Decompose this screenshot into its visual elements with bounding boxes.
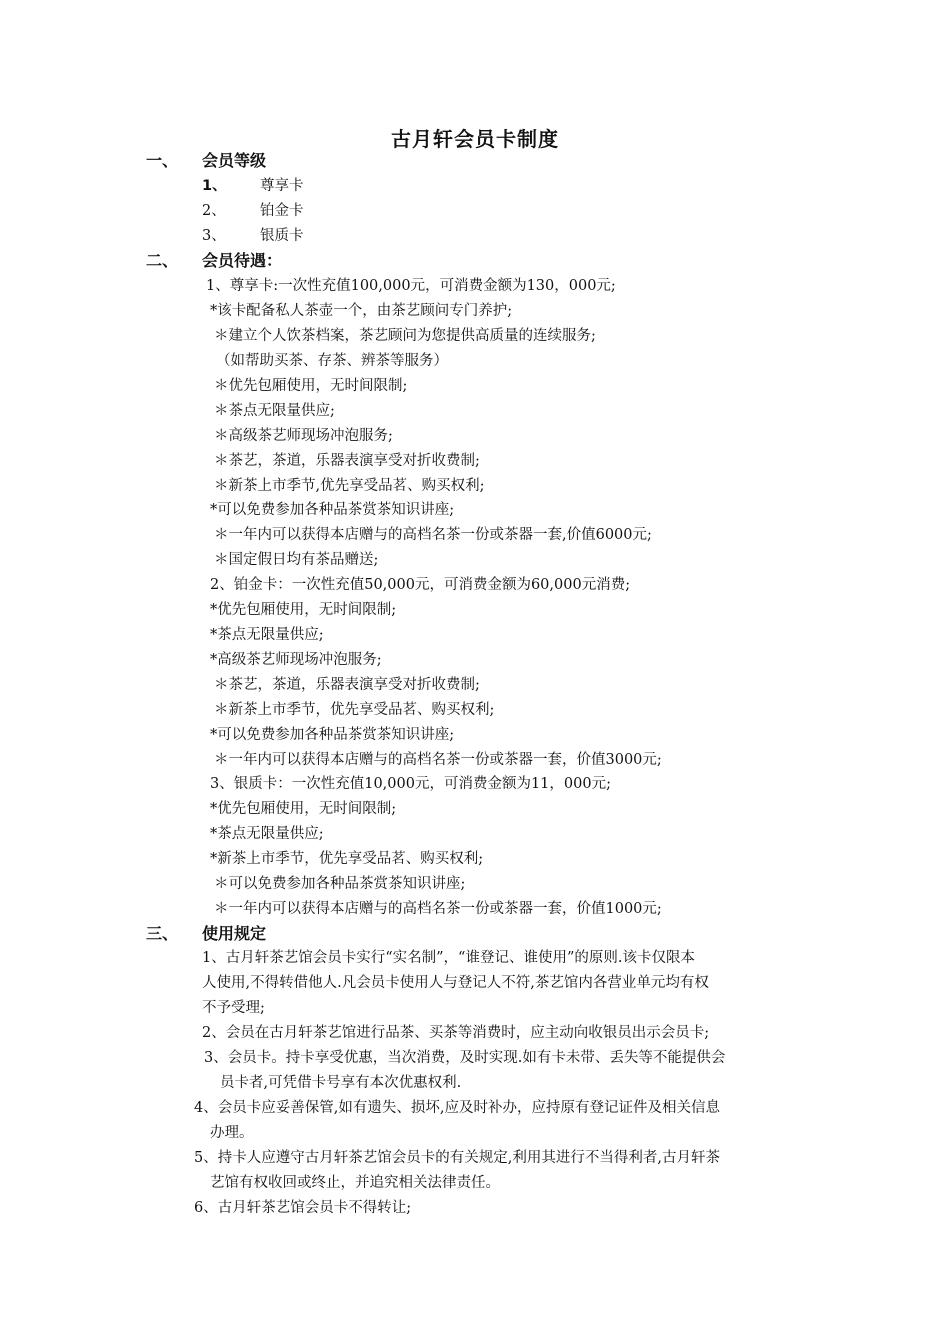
benefit-line: （如帮助买茶、存茶、辨茶等服务） <box>216 353 448 369</box>
benefit-line: ＊茶艺，茶道，乐器表演享受对折收费制; <box>214 453 480 469</box>
section-2-number: 二、 <box>146 251 179 270</box>
benefit-line: ＊建立个人饮茶档案，茶艺顾问为您提供高质量的连续服务; <box>214 328 596 344</box>
benefit-line: *可以免费参加各种品茶赏茶知识讲座; <box>210 502 455 518</box>
rule-line: 3、会员卡。持卡享受优惠，当次消费，及时实现.如有卡未带、丢失等不能提供会 <box>204 1050 726 1066</box>
benefit-line: ＊可以免费参加各种品茶赏茶知识讲座; <box>214 876 466 892</box>
benefit-line: ＊新茶上市季节，优先享受品茗、购买权利; <box>214 702 495 718</box>
level-name: 银质卡 <box>260 228 304 244</box>
section-3-number: 三、 <box>146 924 179 943</box>
benefit-line: *优先包厢使用，无时间限制; <box>210 602 397 618</box>
benefit-line: ＊高级茶艺师现场冲泡服务; <box>214 428 393 444</box>
rule-line: 人使用,不得转借他人.凡会员卡使用人与登记人不符,茶艺馆内各营业单元均有权 <box>202 975 709 991</box>
level-number: 2、 <box>202 203 226 219</box>
benefit-line: ＊优先包厢使用，无时间限制; <box>214 378 408 394</box>
section-1-number: 一、 <box>146 151 179 170</box>
rule-line: 不予受理; <box>202 1000 265 1016</box>
level-name: 尊享卡 <box>260 178 304 194</box>
benefit-line: ＊茶艺，茶道，乐器表演享受对折收费制; <box>214 677 480 693</box>
section-3-title: 使用规定 <box>202 924 267 943</box>
benefit-line: ＊一年内可以获得本店赠与的高档名茶一份或茶器一套,价值6000元; <box>214 527 652 543</box>
benefit-line: ＊一年内可以获得本店赠与的高档名茶一份或茶器一套，价值3000元; <box>214 752 662 768</box>
benefit-line: ＊茶点无限量供应; <box>214 403 335 419</box>
benefit-line: ＊国定假日均有茶品赠送; <box>214 552 379 568</box>
level-name: 铂金卡 <box>260 203 304 219</box>
benefit-line: *茶点无限量供应; <box>210 826 324 842</box>
level-number: 3、 <box>202 228 226 244</box>
level-number: 1、 <box>202 178 227 194</box>
rule-line: 6、古月轩茶艺馆会员卡不得转让; <box>194 1200 412 1216</box>
benefit-line: *新茶上市季节，优先享受品茗、购买权利; <box>210 851 484 867</box>
benefit-line: *可以免费参加各种品茶赏茶知识讲座; <box>210 727 455 743</box>
benefit-line: 3、银质卡：一次性充值10,000元，可消费金额为11，000元; <box>210 776 611 792</box>
section-1-title: 会员等级 <box>202 151 267 170</box>
benefit-line: *茶点无限量供应; <box>210 627 324 643</box>
benefit-line: *高级茶艺师现场冲泡服务; <box>210 652 382 668</box>
benefit-line: *该卡配备私人茶壶一个，由茶艺顾问专门养护; <box>210 303 513 319</box>
benefit-line: ＊新茶上市季节,优先享受品茗、购买权利; <box>214 478 485 494</box>
rule-line: 4、会员卡应妥善保管,如有遗失、损坏,应及时补办，应持原有登记证件及相关信息 <box>194 1100 720 1116</box>
benefit-line: 2、铂金卡：一次性充值50,000元，可消费金额为60,000元消费; <box>210 577 631 593</box>
rule-line: 2、会员在古月轩茶艺馆进行品茶、买茶等消费时，应主动向收银员出示会员卡; <box>202 1025 710 1041</box>
rule-line: 员卡者,可凭借卡号享有本次优惠权利. <box>220 1075 462 1091</box>
page-title: 古月轩会员卡制度 <box>391 127 559 151</box>
rule-line: 1、古月轩茶艺馆会员卡实行“实名制”，“谁登记、谁使用”的原则.该卡仅限本 <box>202 950 695 966</box>
rule-line: 5、持卡人应遵守古月轩茶艺馆会员卡的有关规定,利用其进行不当得利者,古月轩茶 <box>194 1150 720 1166</box>
benefit-line: 1、尊享卡:一次性充值100,000元，可消费金额为130，000元; <box>206 278 616 294</box>
rule-line: 办理。 <box>210 1125 254 1141</box>
rule-line: 艺馆有权收回或终止，并追究相关法律责任。 <box>210 1175 500 1191</box>
section-2-title: 会员待遇： <box>202 251 283 270</box>
benefit-line: *优先包厢使用，无时间限制; <box>210 801 397 817</box>
benefit-line: ＊一年内可以获得本店赠与的高档名茶一份或茶器一套，价值1000元; <box>214 901 662 917</box>
